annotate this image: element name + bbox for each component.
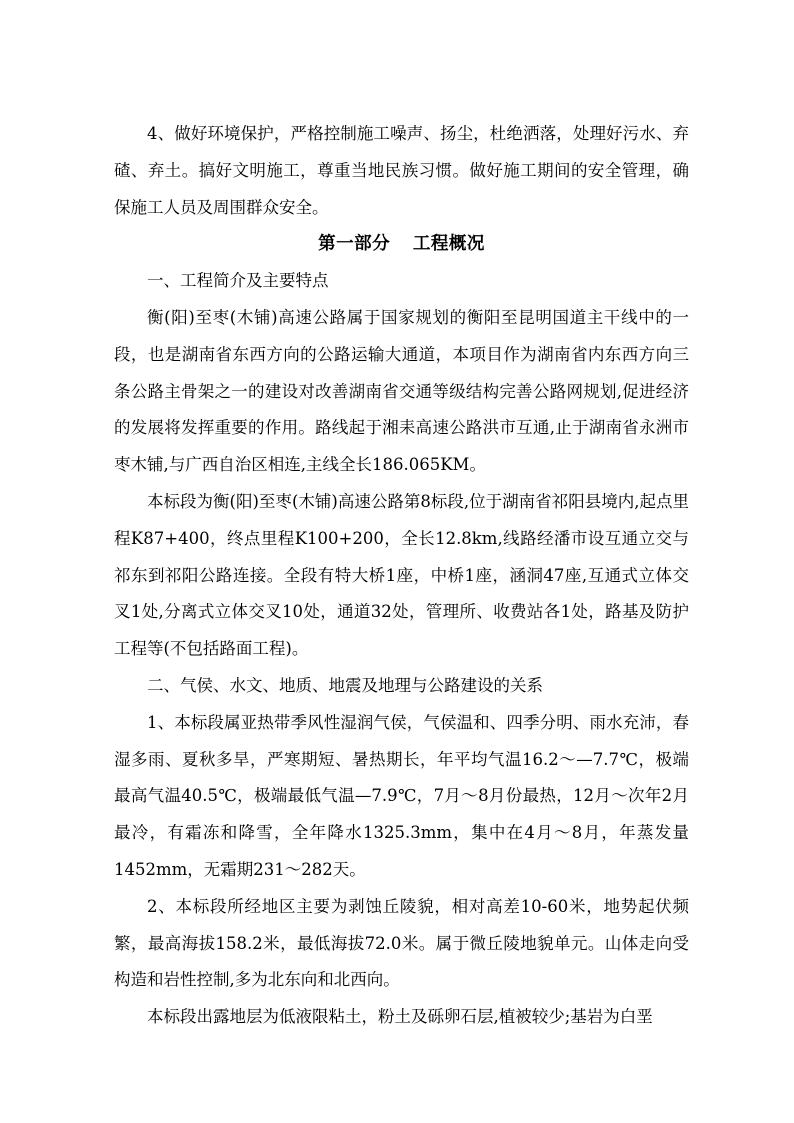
part-name: 工程概况	[412, 234, 485, 255]
section-heading-climate: 二、气侯、水文、地质、地震及地理与公路建设的关系	[147, 675, 543, 695]
paragraph-environment: 4、做好环境保护，严格控制施工噪声、扬尘，杜绝洒落，处理好污水、弃碴、弃土。搞好文明施工，尊重当地民族习惯。做好施工期间的安全管理，确保施工人员及周围群众安全。	[114, 124, 689, 217]
paragraph-route-overview: 衡(阳)至枣(木铺)高速公路属于国家规划的衡阳至昆明国道主干线中的一段，也是湖南省东西方向的公路运输大通道，本项目作为湖南省内东西方向三条公路主骨架之一的建设对改善湖南省交通等级结构完善公路网规划,促进经济的发展将发挥重要的作用。路线起于湘耒高速公路洪市互通,止于湖南省永洲市枣木铺,与广西自治区相连,主线全长186.065KM。	[114, 307, 689, 475]
part-number: 第一部分	[318, 234, 391, 255]
paragraph-terrain: 2、本标段所经地区主要为剥蚀丘陵貌，相对高差10-60米，地势起伏频繁，最高海拔158.2米，最低海拔72.0米。属于微丘陵地貌单元。山体走向受构造和岩性控制,多为北东向和北西向。	[114, 896, 689, 990]
section-heading-overview: 一、工程简介及主要特点	[147, 271, 329, 291]
part-title	[114, 226, 689, 263]
paragraph-section-scope: 本标段为衡(阳)至枣(木铺)高速公路第8标段,位于湖南省祁阳县境内,起点里程K87+400，终点里程K100+200，全长12.8km,线路经潘市设互通立交与祁东到祁阳公路连接。全段有特大桥1座，中桥1座，涵洞47座,互通式立体交叉1处,分离式立体交叉10处，通道32处，管理所、收费站各1处，路基及防护工程等(不包括路面工程)。	[114, 491, 689, 659]
paragraph-climate: 1、本标段属亚热带季风性湿润气侯，气侯温和、四季分明、雨水充沛，春湿多雨、夏秋多旱，严寒期短、暑热期长，年平均气温16.2～—7.7℃，极端最高气温40.5℃，极端最低气温—7.9℃，7月～8月份最热，12月～次年2月最冷，有霜冻和降雪，全年降水1325.3mm，集中在4月～8月，年蒸发量1452mm，无霜期231～282天。	[114, 712, 689, 879]
paragraph-geology: 本标段出露地层为低液限粘土，粉土及砾卵石层,植被较少;基岩为白垩	[147, 1007, 653, 1027]
page-content	[114, 116, 689, 1036]
